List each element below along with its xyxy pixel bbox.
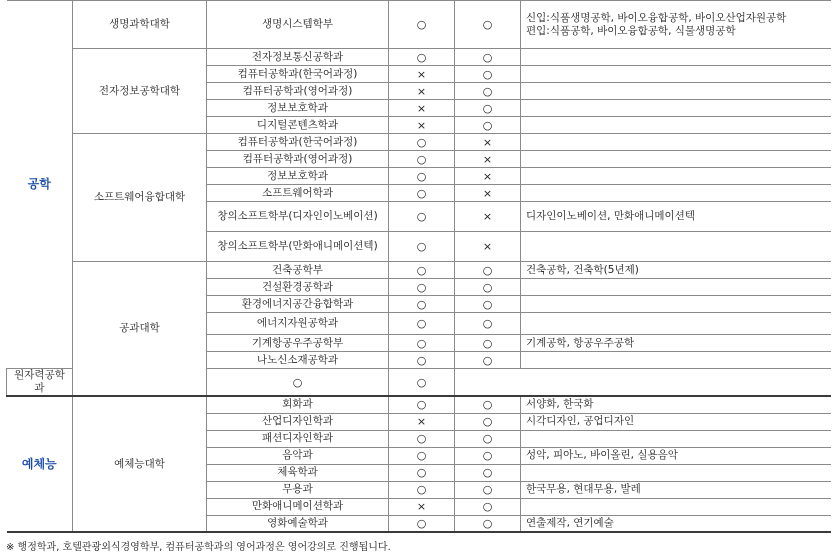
department-name: 소프트웨어학과 — [207, 185, 389, 202]
admission-table-container — [6, 0, 830, 533]
availability-mark: × — [455, 151, 521, 168]
availability-mark: × — [389, 413, 455, 430]
availability-mark: ○ — [389, 49, 455, 66]
department-name: 전자정보통신공학과 — [207, 49, 389, 66]
remarks-cell — [521, 262, 831, 279]
department-name: 영화예술학과 — [207, 515, 389, 532]
college-name: 생명과학대학 — [73, 1, 207, 49]
department-name: 정보보호학과 — [207, 100, 389, 117]
availability-mark: ○ — [389, 335, 455, 352]
availability-mark: × — [389, 83, 455, 100]
availability-mark: ○ — [455, 430, 521, 447]
availability-mark: ○ — [455, 481, 521, 498]
availability-mark: × — [455, 168, 521, 185]
availability-mark: ○ — [389, 515, 455, 532]
remarks-cell — [521, 66, 831, 83]
remarks-cell — [521, 202, 831, 232]
availability-mark: ○ — [455, 396, 521, 413]
availability-mark: ○ — [389, 396, 455, 413]
remarks-cell — [521, 352, 831, 369]
table-row — [7, 134, 831, 151]
availability-mark: × — [389, 117, 455, 134]
availability-mark: ○ — [455, 335, 521, 352]
availability-mark: ○ — [389, 430, 455, 447]
department-name: 건설환경공학과 — [207, 279, 389, 296]
department-name: 나노신소재공학과 — [207, 352, 389, 369]
remarks-cell — [521, 83, 831, 100]
remark-line: 기계공학, 항공우주공학 — [526, 336, 635, 349]
availability-mark: ○ — [455, 313, 521, 335]
availability-mark: ○ — [389, 447, 455, 464]
availability-mark: ○ — [455, 447, 521, 464]
availability-mark: ○ — [455, 66, 521, 83]
college-name: 공과대학 — [73, 262, 207, 397]
availability-mark: ○ — [389, 232, 455, 262]
availability-mark: ○ — [389, 369, 455, 397]
availability-mark: ○ — [455, 279, 521, 296]
college-name: 소프트웨어융합대학 — [73, 134, 207, 262]
department-name: 창의소프트학부(만화애니메이션텍) — [207, 232, 389, 262]
availability-mark: ○ — [389, 168, 455, 185]
remarks-cell — [521, 335, 831, 352]
remarks-cell — [521, 447, 831, 464]
availability-mark: × — [455, 232, 521, 262]
remark-line: 한국무용, 현대무용, 발레 — [526, 483, 641, 495]
remarks-cell — [521, 413, 831, 430]
department-name: 컴퓨터공학과(한국어과정) — [207, 66, 389, 83]
availability-mark: ○ — [389, 185, 455, 202]
remarks-cell — [521, 168, 831, 185]
availability-mark: ○ — [207, 369, 389, 397]
availability-mark: × — [455, 185, 521, 202]
department-name: 산업디자인학과 — [207, 413, 389, 430]
remarks-cell — [521, 498, 831, 515]
remark-line: 연출제작, 연기예술 — [526, 516, 614, 529]
remarks-cell — [521, 185, 831, 202]
remark-line: 편입:식품공학, 바이오융합공학, 식물생명공학 — [526, 24, 736, 37]
remarks-cell — [521, 481, 831, 498]
department-name: 정보보호학과 — [207, 168, 389, 185]
remark-line: 신입:식품생명공학, 바이오융합공학, 바이오산업자원공학 — [526, 11, 787, 24]
remarks-cell — [455, 369, 521, 397]
table-row — [7, 396, 831, 413]
availability-mark: ○ — [455, 1, 521, 49]
department-name: 건축공학부 — [207, 262, 389, 279]
remarks-cell — [521, 430, 831, 447]
department-name: 패션디자인학과 — [207, 430, 389, 447]
availability-mark: ○ — [455, 117, 521, 134]
availability-mark: ○ — [455, 83, 521, 100]
admission-table — [6, 0, 831, 533]
field-category: 예체능 — [7, 396, 73, 532]
footnote: ※ 행정학과, 호텔관광외식경영학부, 컴퓨터공학과의 영어과정은 영어강의로 진행됩니다. — [6, 542, 391, 553]
availability-mark: ○ — [389, 279, 455, 296]
availability-mark: ○ — [455, 413, 521, 430]
remarks-cell — [521, 296, 831, 313]
remark-line: 성악, 피아노, 바이올린, 실용음악 — [526, 449, 678, 461]
table-body — [7, 1, 831, 533]
remarks-cell — [521, 134, 831, 151]
availability-mark: ○ — [455, 498, 521, 515]
table-row — [7, 49, 831, 66]
availability-mark: × — [455, 202, 521, 232]
availability-mark: ○ — [455, 296, 521, 313]
availability-mark: ○ — [389, 296, 455, 313]
department-name: 생명시스템학부 — [207, 1, 389, 49]
availability-mark: ○ — [389, 464, 455, 481]
department-name: 체육학과 — [207, 464, 389, 481]
department-name: 회화과 — [207, 396, 389, 413]
availability-mark: × — [389, 66, 455, 83]
department-name: 환경에너지공간융합학과 — [207, 296, 389, 313]
availability-mark: ○ — [455, 49, 521, 66]
department-name: 컴퓨터공학과(영어과정) — [207, 151, 389, 168]
availability-mark: ○ — [389, 313, 455, 335]
remarks-cell — [521, 100, 831, 117]
availability-mark: × — [389, 498, 455, 515]
remarks-cell — [521, 313, 831, 335]
remarks-cell — [521, 396, 831, 413]
remark-line: 서양화, 한국화 — [526, 398, 594, 411]
department-name: 디지털콘텐츠학과 — [207, 117, 389, 134]
remark-line: 건축공학, 건축학(5년제) — [526, 263, 639, 276]
availability-mark: × — [455, 134, 521, 151]
remarks-cell — [521, 464, 831, 481]
remarks-cell — [521, 117, 831, 134]
table-row — [7, 1, 831, 49]
table-row — [7, 262, 831, 279]
department-name: 에너지자원공학과 — [207, 313, 389, 335]
department-name: 원자력공학과 — [7, 369, 73, 397]
remarks-cell — [521, 515, 831, 532]
availability-mark: ○ — [455, 515, 521, 532]
availability-mark: ○ — [455, 100, 521, 117]
department-name: 기계항공우주공학부 — [207, 335, 389, 352]
availability-mark: ○ — [389, 202, 455, 232]
availability-mark: ○ — [455, 464, 521, 481]
remarks-cell — [521, 232, 831, 262]
remarks-cell — [521, 279, 831, 296]
department-name: 만화애니메이션학과 — [207, 498, 389, 515]
availability-mark: ○ — [389, 134, 455, 151]
field-category: 공학 — [7, 1, 73, 369]
availability-mark: ○ — [389, 1, 455, 49]
remark-line: 시각디자인, 공업디자인 — [526, 415, 635, 427]
availability-mark: ○ — [389, 262, 455, 279]
availability-mark: ○ — [455, 352, 521, 369]
availability-mark: ○ — [455, 262, 521, 279]
department-name: 창의소프트학부(디자인이노베이션) — [207, 202, 389, 232]
department-name: 컴퓨터공학과(영어과정) — [207, 83, 389, 100]
college-name: 전자정보공학대학 — [73, 49, 207, 134]
availability-mark: × — [389, 100, 455, 117]
college-name: 예체능대학 — [73, 396, 207, 532]
remarks-cell — [521, 1, 831, 49]
availability-mark: ○ — [389, 481, 455, 498]
availability-mark: ○ — [389, 352, 455, 369]
remarks-cell — [521, 49, 831, 66]
department-name: 무용과 — [207, 481, 389, 498]
remarks-cell — [521, 151, 831, 168]
remark-line: 디자인이노베이션, 만화애니메이션텍 — [526, 210, 695, 222]
department-name: 음악과 — [207, 447, 389, 464]
availability-mark: ○ — [389, 151, 455, 168]
department-name: 컴퓨터공학과(한국어과정) — [207, 134, 389, 151]
